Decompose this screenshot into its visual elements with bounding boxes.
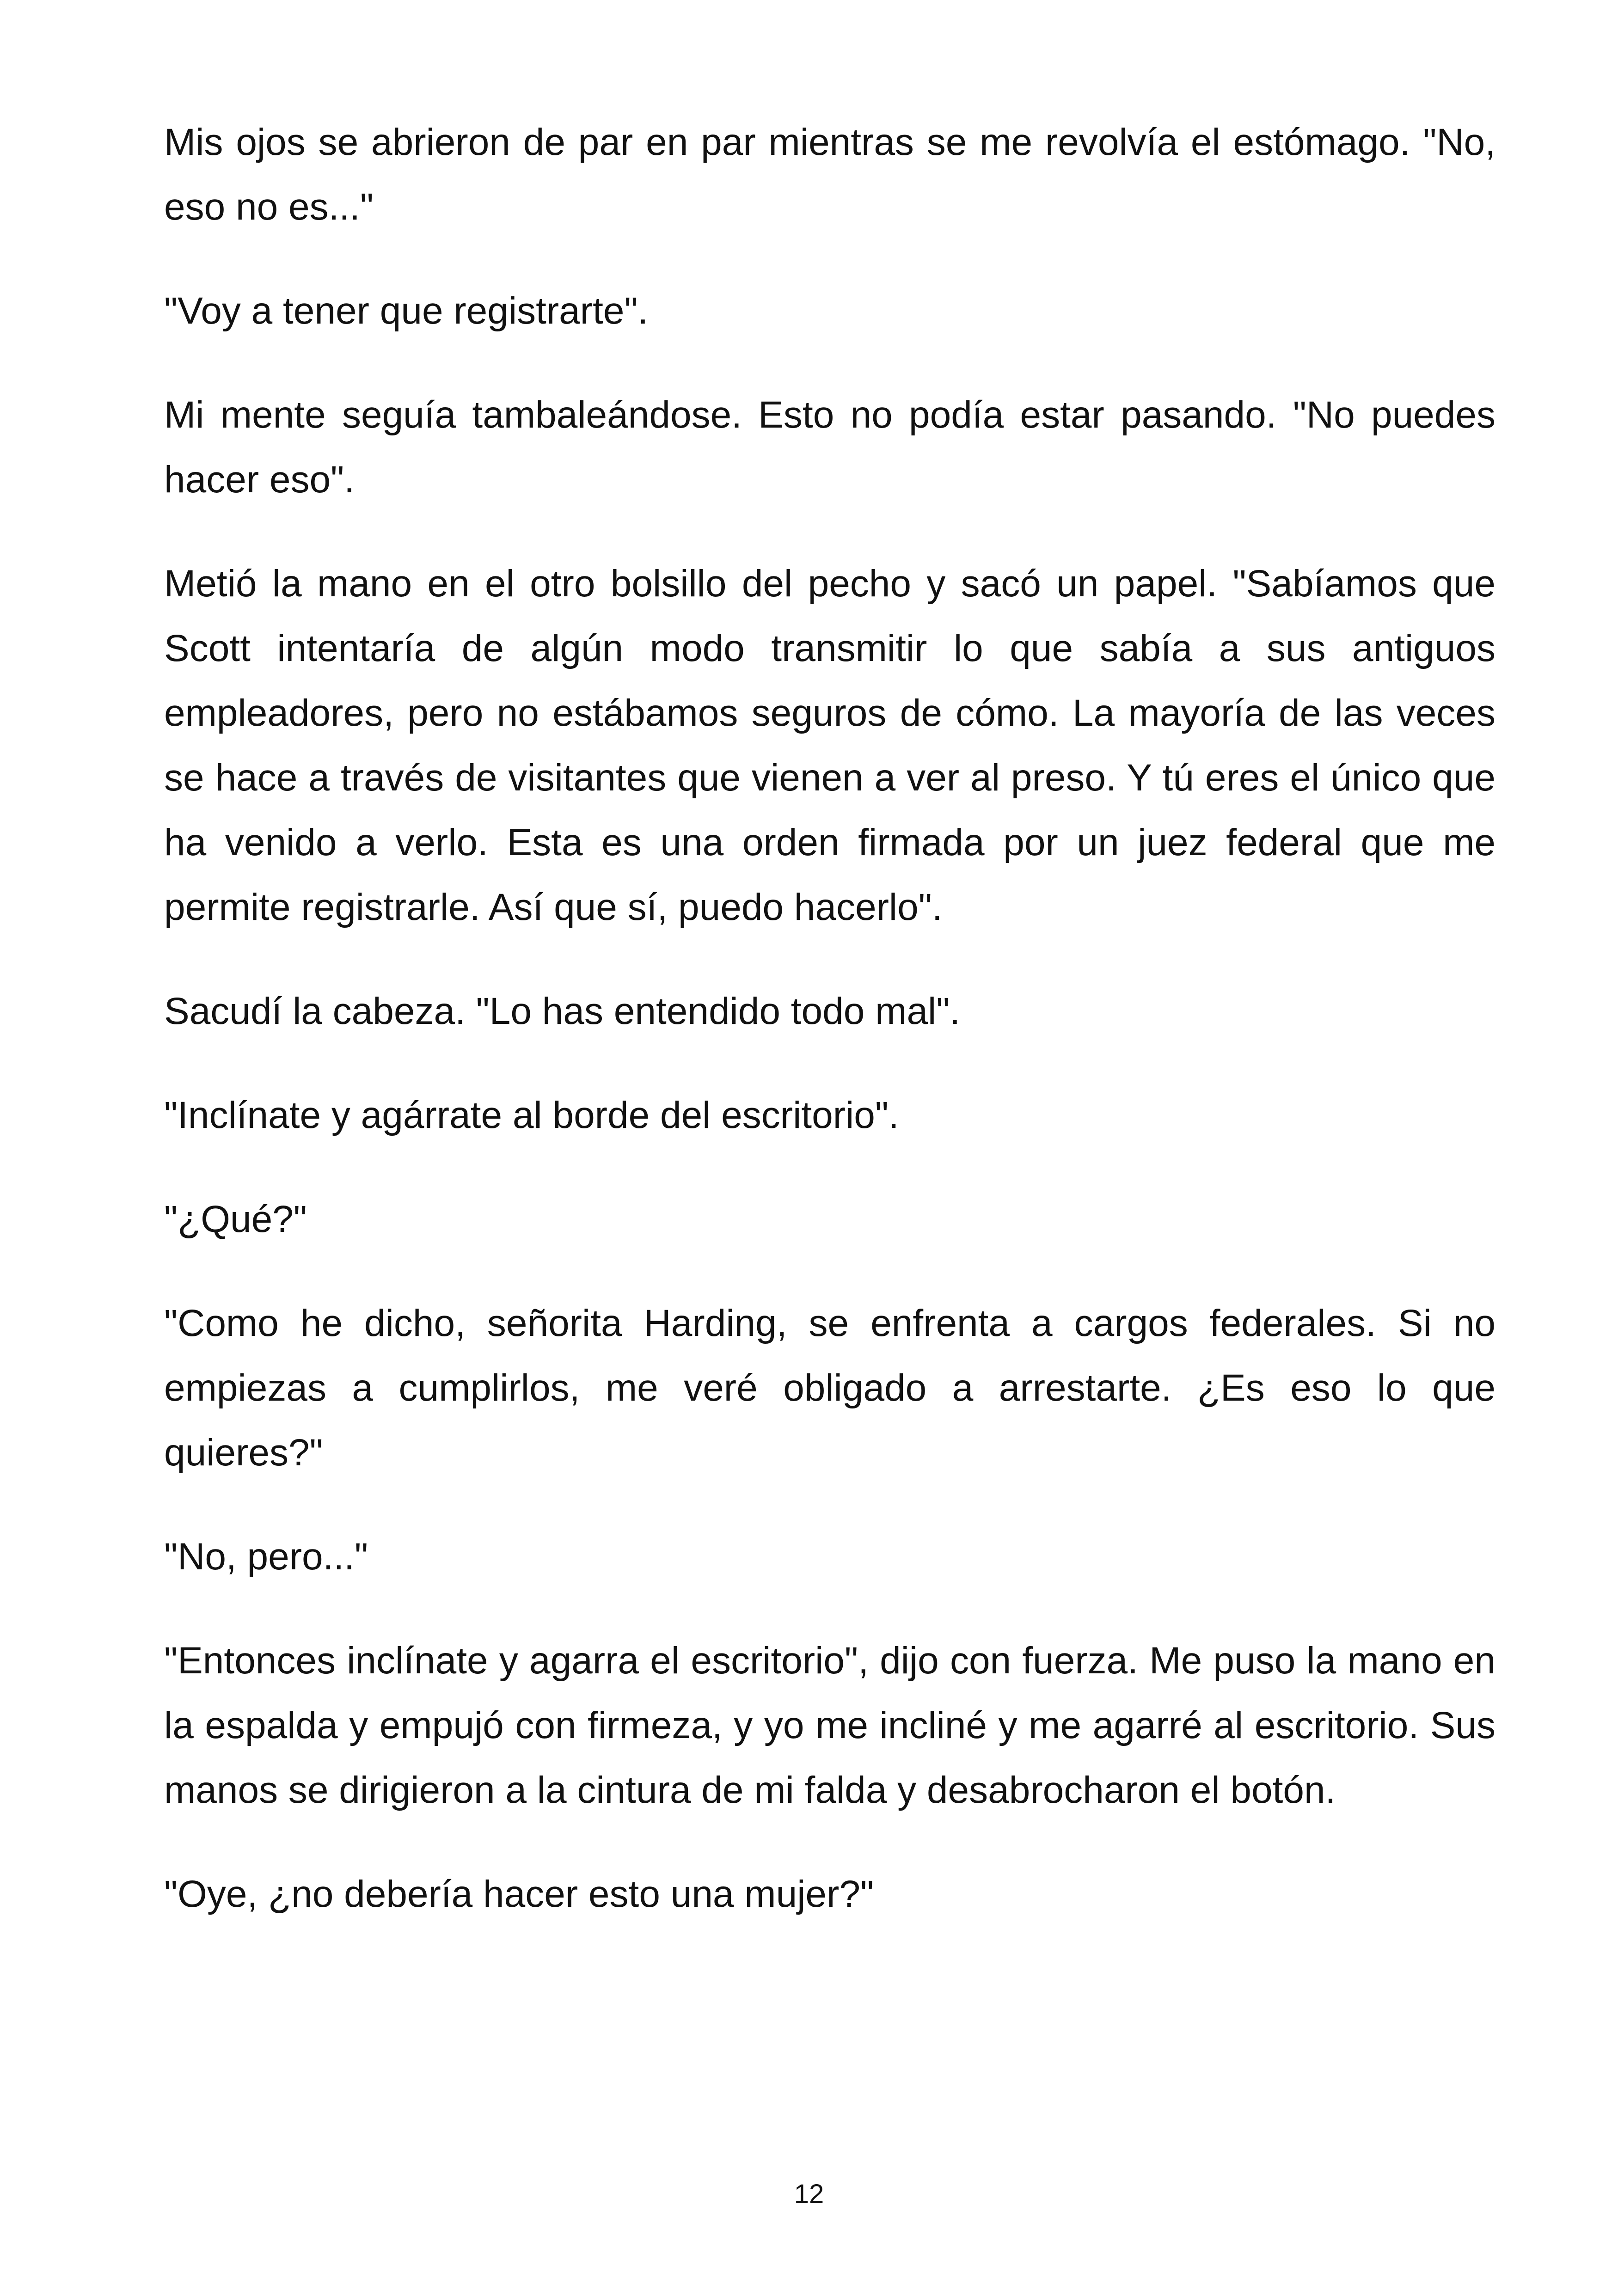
paragraph-5: Sacudí la cabeza. "Lo has entendido todo mal". [164, 990, 961, 1032]
page-number: 12 [794, 2179, 824, 2209]
page-body [164, 110, 1495, 1966]
paragraph-8: "Como he dicho, señorita Harding, se enfrenta a cargos federales. Si no empiezas a cumplirlos, me veré obligado a arrestarte. ¿Es eso lo que quieres?" [164, 1302, 1495, 1474]
paragraph-2: "Voy a tener que registrarte". [164, 290, 649, 332]
paragraph-4: Metió la mano en el otro bolsillo del pecho y sacó un papel. "Sabíamos que Scott intentaría de algún modo transmitir lo que sabía a sus antiguos empleadores, pero no estábamos seguros de cómo. La mayoría de las veces se hace a través de visitantes que vienen a ver al preso. Y tú eres el único que ha venido a verlo. Esta es una orden firmada por un juez federal que me permite registrarle. Así que sí, puedo hacerlo". [164, 563, 1495, 928]
paragraph-6: "Inclínate y agárrate al borde del escritorio". [164, 1094, 899, 1136]
paragraph-3: Mi mente seguía tambaleándose. Esto no podía estar pasando. "No puedes hacer eso". [164, 394, 1495, 501]
paragraph-7: "¿Qué?" [164, 1198, 307, 1240]
paragraph-1: Mis ojos se abrieron de par en par mientras se me revolvía el estómago. "No, eso no es..." [164, 121, 1495, 228]
paragraph-10: "Entonces inclínate y agarra el escritorio", dijo con fuerza. Me puso la mano en la espalda y empujó con firmeza, y yo me incliné y me agarré al escritorio. Sus manos se dirigieron a la cintura de mi falda y desabrocharon el botón. [164, 1640, 1495, 1811]
paragraph-9: "No, pero..." [164, 1536, 368, 1578]
paragraph-11: "Oye, ¿no debería hacer esto una mujer?" [164, 1873, 874, 1915]
